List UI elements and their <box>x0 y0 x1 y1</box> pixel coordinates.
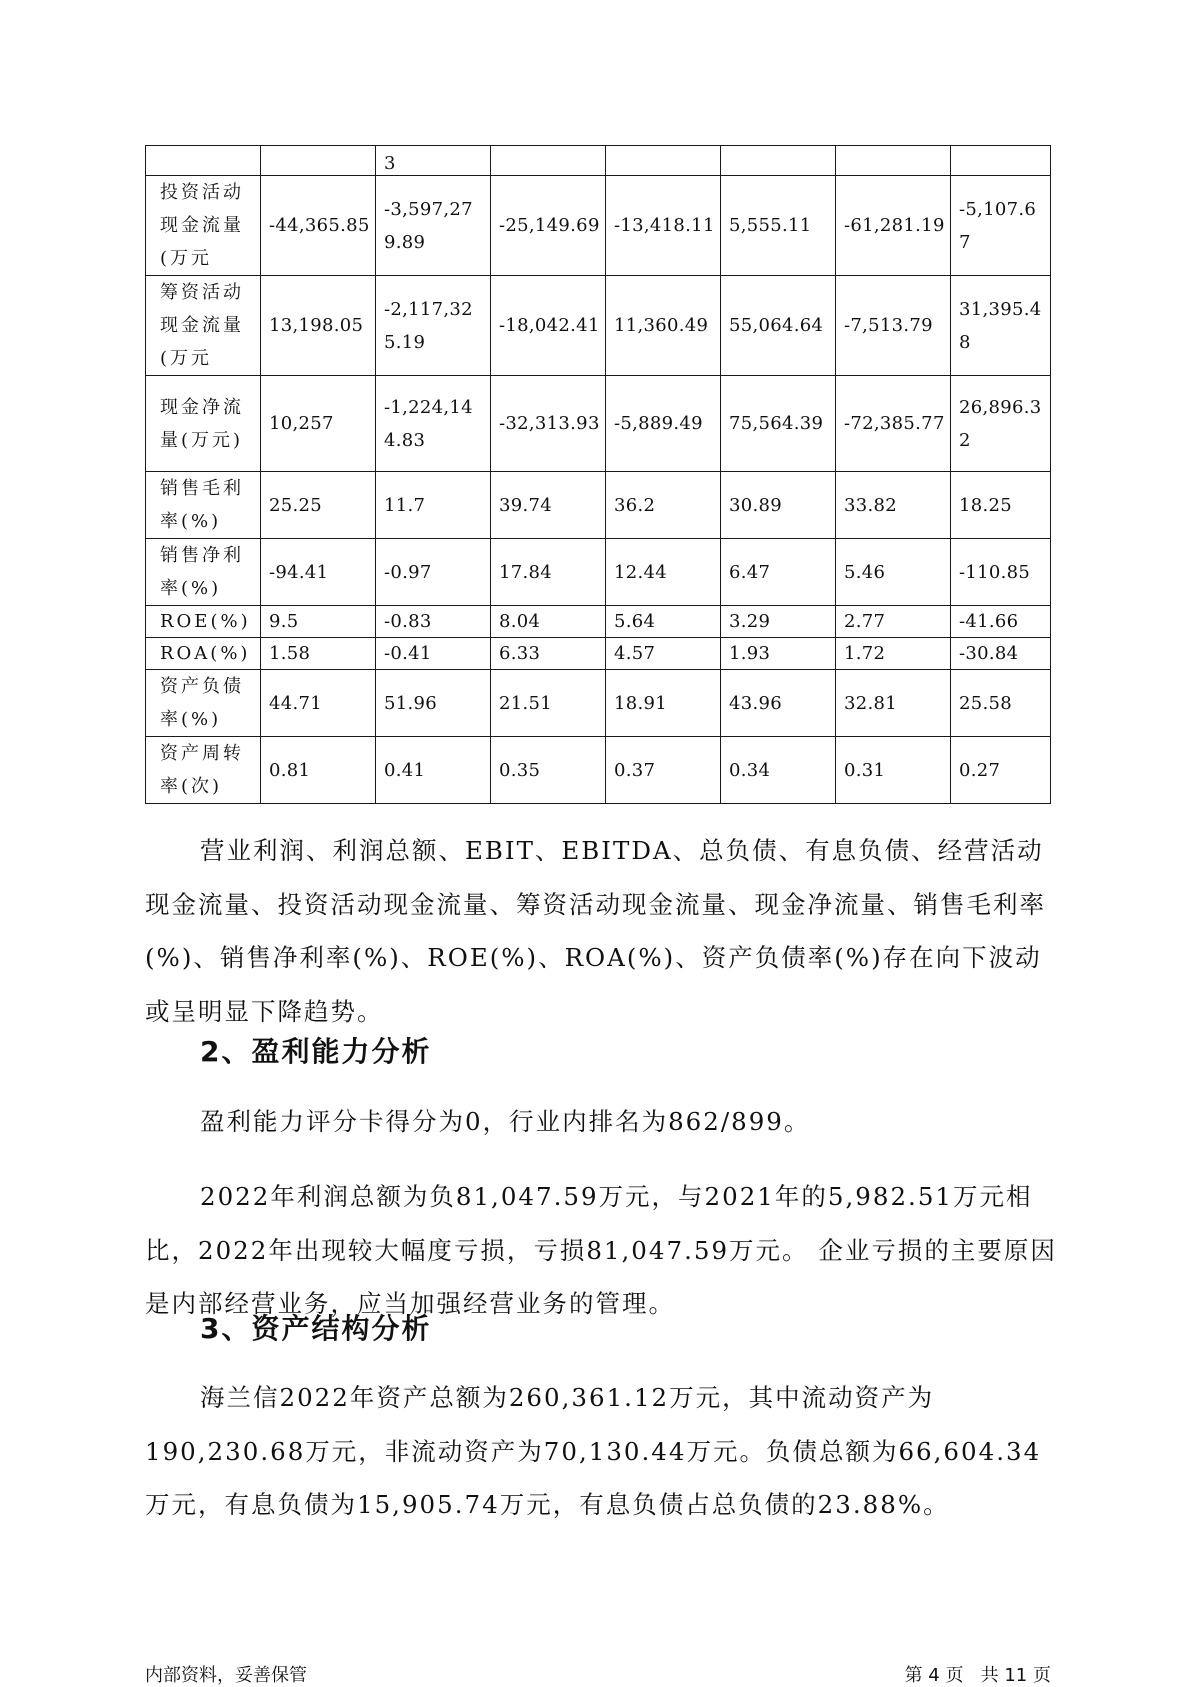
table-cell: -41.66 <box>951 606 1051 638</box>
table-cell: 10,257 <box>261 376 376 472</box>
table-cell: 1.93 <box>721 638 836 670</box>
table-cell: -3,597,279.89 <box>376 176 491 276</box>
table-row <box>146 176 1051 276</box>
table-cell: 3.29 <box>721 606 836 638</box>
table-cell: 1.72 <box>836 638 951 670</box>
table-row <box>146 670 1051 737</box>
table-cell: 13,198.05 <box>261 276 376 376</box>
table-cell: 31,395.48 <box>951 276 1051 376</box>
table-cell: -0.41 <box>376 638 491 670</box>
table-cell: 12.44 <box>606 539 721 606</box>
table-cell: 25.58 <box>951 670 1051 737</box>
table-cell: 33.82 <box>836 472 951 539</box>
table-cell: 30.89 <box>721 472 836 539</box>
table-cell: -2,117,325.19 <box>376 276 491 376</box>
table-cell: -5,889.49 <box>606 376 721 472</box>
table-cell: -25,149.69 <box>491 176 606 276</box>
table-cell: -0.83 <box>376 606 491 638</box>
table-cell: 0.31 <box>836 737 951 804</box>
table-cell: 11.7 <box>376 472 491 539</box>
table-cell: 8.04 <box>491 606 606 638</box>
table-cell: -110.85 <box>951 539 1051 606</box>
table-cell: 18.91 <box>606 670 721 737</box>
table-cell: 0.41 <box>376 737 491 804</box>
table-row <box>146 638 1051 670</box>
table-cell: -32,313.93 <box>491 376 606 472</box>
table-cell <box>261 146 376 176</box>
table-cell <box>836 146 951 176</box>
table-cell: 36.2 <box>606 472 721 539</box>
row-label: 现金净流量(万元) <box>146 376 261 472</box>
table-cell: 3 <box>376 146 491 176</box>
table-cell: -0.97 <box>376 539 491 606</box>
table-row <box>146 539 1051 606</box>
summary-paragraph: 营业利润、利润总额、EBIT、EBITDA、总负债、有息负债、经营活动现金流量、投资活动现金流量、筹资活动现金流量、现金净流量、销售毛利率(%)、销售净利率(%)、ROE(%)、ROA(%)、资产负债率(%)存在向下波动或呈明显下降趋势。 <box>145 836 1046 1026</box>
table-cell: 51.96 <box>376 670 491 737</box>
table-cell: 43.96 <box>721 670 836 737</box>
table-row <box>146 606 1051 638</box>
table-cell: 25.25 <box>261 472 376 539</box>
table-cell: -61,281.19 <box>836 176 951 276</box>
table-cell <box>951 146 1051 176</box>
section-heading-asset-structure: 3、资产结构分析 <box>200 1312 432 1345</box>
table-cell: 0.27 <box>951 737 1051 804</box>
table-cell: 1.58 <box>261 638 376 670</box>
table-cell: -44,365.85 <box>261 176 376 276</box>
table-cell: -1,224,144.83 <box>376 376 491 472</box>
table-row <box>146 146 1051 176</box>
table-cell: 5,555.11 <box>721 176 836 276</box>
table-cell <box>606 146 721 176</box>
table-cell: 0.34 <box>721 737 836 804</box>
table-cell: -13,418.11 <box>606 176 721 276</box>
row-label: 销售净利率(%) <box>146 539 261 606</box>
row-label: 资产周转率(次) <box>146 737 261 804</box>
row-label: ROA(%) <box>146 638 261 670</box>
table-cell: 75,564.39 <box>721 376 836 472</box>
table-cell: 4.57 <box>606 638 721 670</box>
table-cell <box>721 146 836 176</box>
section-heading-profitability: 2、盈利能力分析 <box>200 1035 432 1068</box>
table-cell: 32.81 <box>836 670 951 737</box>
table-cell: -18,042.41 <box>491 276 606 376</box>
table-cell: 9.5 <box>261 606 376 638</box>
table-cell: 18.25 <box>951 472 1051 539</box>
table-cell: 5.64 <box>606 606 721 638</box>
table-row <box>146 376 1051 472</box>
profit-analysis-paragraph: 2022年利润总额为负81,047.59万元，与2021年的5,982.51万元相比，2022年出现较大幅度亏损，亏损81,047.59万元。 企业亏损的主要原因是内部经营业务，应当加强经营业务的管理。 <box>145 1182 1057 1318</box>
table-cell: 5.46 <box>836 539 951 606</box>
table-cell: -5,107.67 <box>951 176 1051 276</box>
financial-indicators-table <box>145 145 1051 804</box>
table-cell: -72,385.77 <box>836 376 951 472</box>
row-label: 投资活动现金流量(万元 <box>146 176 261 276</box>
row-label: 销售毛利率(%) <box>146 472 261 539</box>
table-cell: 0.35 <box>491 737 606 804</box>
table-row <box>146 472 1051 539</box>
row-label: 筹资活动现金流量(万元 <box>146 276 261 376</box>
table-cell: 11,360.49 <box>606 276 721 376</box>
table-cell: 2.77 <box>836 606 951 638</box>
table-cell: -94.41 <box>261 539 376 606</box>
footer-page-number: 第 4 页 共 11 页 <box>904 1665 1051 1686</box>
row-label <box>146 146 261 176</box>
table-cell: 26,896.32 <box>951 376 1051 472</box>
table-row <box>146 737 1051 804</box>
table-cell: 44.71 <box>261 670 376 737</box>
profitability-score-paragraph: 盈利能力评分卡得分为0，行业内排名为862/899。 <box>200 1107 811 1136</box>
table-cell: 0.81 <box>261 737 376 804</box>
table-cell: 39.74 <box>491 472 606 539</box>
table-cell: 6.47 <box>721 539 836 606</box>
table-cell: 55,064.64 <box>721 276 836 376</box>
table-cell: -30.84 <box>951 638 1051 670</box>
table-row <box>146 276 1051 376</box>
table-cell <box>491 146 606 176</box>
table-cell: -7,513.79 <box>836 276 951 376</box>
table-cell: 0.37 <box>606 737 721 804</box>
row-label: 资产负债率(%) <box>146 670 261 737</box>
table-cell: 21.51 <box>491 670 606 737</box>
table-cell: 6.33 <box>491 638 606 670</box>
footer-confidential-note: 内部资料，妥善保管 <box>145 1665 307 1686</box>
asset-structure-paragraph: 海兰信2022年资产总额为260,361.12万元，其中流动资产为190,230.68万元，非流动资产为70,130.44万元。负债总额为66,604.34万元，有息负债为15,905.74万元，有息负债占总负债的23.88%。 <box>145 1383 1042 1519</box>
row-label: ROE(%) <box>146 606 261 638</box>
table-cell: 17.84 <box>491 539 606 606</box>
